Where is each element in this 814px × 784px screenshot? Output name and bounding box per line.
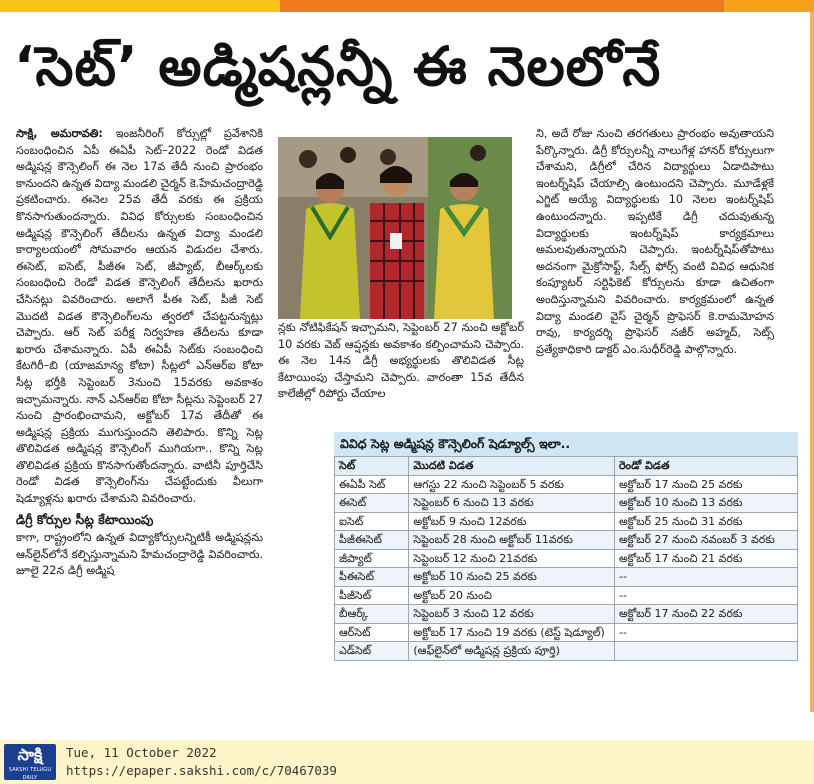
schedule-cell <box>614 642 797 661</box>
article-column-3 <box>536 126 774 416</box>
sakshi-logo-subtitle: SAKSHI TELUGU DAILY <box>8 767 52 781</box>
schedule-title: వివిధ సెట్ల అడ్మిషన్ల కౌన్సెలింగ్ షెడ్యూల్స్ ఇలా.. <box>334 432 798 456</box>
sakshi-logo-wordmark: సాక్షి <box>17 745 43 764</box>
students-photo-illustration <box>278 137 512 319</box>
schedule-cell: అక్టోబర్ 17 నుంచి 25 వరకు <box>614 475 797 494</box>
schedule-cell: అక్టోబర్ 10 నుంచి 25 వరకు <box>409 568 615 587</box>
article-paragraph-4: ని, అదే రోజు నుంచి తరగతులు ప్రారంభం అవుతాయని పేర్కొన్నారు. డిగ్రీ కోర్సులన్నీ నాలుగేళ్ల హానర్ కోర్సులుగా చేశామని, డిగ్రీలో చేరిన విద్యార్థులు ఏడాదిపాటు ఇంటర్న్‌షిప్ చేయాల్సి ఉంటుందని చెప్పారు. మూడేళ్లకే ఎగ్జిట్ అయ్యే విద్యార్థులకు 10 నెలల ఇంటర్న్‌షిప్ ఉంటుందన్నారు. ఇప్పటికే డిగ్రీ చదువుతున్న విద్యార్థులకు ఇంటర్న్‌షిప్ కార్యక్రమాలు అమలవుతున్నాయని చెప్పారు. ఇంటర్న్‌షిప్‌తోపాటు అదనంగా మైక్రోసాఫ్ట్, సేల్స్ ఫోర్స్ వంటి వివిధ ఆధునిక కంప్యూటర్ సర్టిఫికెట్ కోర్సులను కూడా ఉచితంగా అందిస్తున్నామని వివరించారు. కార్యక్రమంలో ఉన్నత విద్యా మండలి వైస్ చైర్మన్ ప్రొఫెసర్ కె.రామమోహన రావు, కార్యదర్శి ప్రొఫెసర్ నజీర్ అహ్మద్, సెట్స్ ప్రత్యేకాధికారి డాక్టర్ ఎం.సుధీర్‌రెడ్డి పాల్గొన్నారు. <box>536 127 774 356</box>
article-paragraph-3: న్లకు నోటిఫికేషన్ ఇచ్చామని, సెప్టెంబర్ 27 నుంచి అక్టోబర్ 10 వరకు వెబ్ ఆప్షన్లకు అవకాశం కల్పించామని చెప్పారు. ఈ నెల 14న డిగ్రీ అభ్యర్థులకు తొలివిడత సీట్ల కేటాయింపు చేస్తామని చెప్పారు. వారంతా 15వ తేదీన కాలేజీల్లో రిపోర్టు చేయాల <box>278 321 524 401</box>
schedule-row <box>335 605 798 624</box>
schedule-cell: పీజీసెట్ <box>335 586 409 605</box>
schedule-cell: అక్టోబర్ 17 నుంచి 21 వరకు <box>614 549 797 568</box>
headline: ‘సెట్’ అడ్మిషన్లన్నీ ఈ నెలలోనే <box>14 35 662 98</box>
schedule-cell: అక్టోబర్ 9 నుంచి 12వరకు <box>409 512 615 531</box>
schedule-cell: ఈఏపీ సెట్ <box>335 475 409 494</box>
schedule-cell: పీజీఈసెట్ <box>335 531 409 550</box>
article-column-1 <box>16 126 263 726</box>
schedule-header-cell: సెట్ <box>335 457 409 476</box>
schedule-cell: -- <box>614 623 797 642</box>
schedule-cell: సెప్టెంబర్ 3 నుంచి 12 వరకు <box>409 605 615 624</box>
schedule-row <box>335 531 798 550</box>
schedule-row <box>335 549 798 568</box>
schedule-row <box>335 642 798 661</box>
schedule-cell: సెప్టెంబర్ 6 నుంచి 13 వరకు <box>409 494 615 513</box>
article-subhead: డిగ్రీ కోర్సుల సీట్ల కేటాయింపు <box>16 511 154 527</box>
schedule-cell: జీప్యాట్ <box>335 549 409 568</box>
schedule-cell: (ఆఫ్‌లైన్‌లో అడ్మిషన్ల ప్రక్రియ పూర్తి) <box>409 642 615 661</box>
schedule-cell: అక్టోబర్ 27 నుంచి నవంబర్ 3 వరకు <box>614 531 797 550</box>
schedule-cell: ఆగస్టు 22 నుంచి సెప్టెంబర్ 5 వరకు <box>409 475 615 494</box>
sakshi-logo[interactable] <box>4 744 56 780</box>
schedule-row <box>335 512 798 531</box>
schedule-cell: అక్టోబర్ 25 నుంచి 31 వరకు <box>614 512 797 531</box>
schedule-table <box>334 456 798 661</box>
schedule-row <box>335 586 798 605</box>
dateline: సాక్షి, అమరావతి: <box>16 127 103 140</box>
schedule-header-row <box>335 457 798 476</box>
schedule-cell: -- <box>614 586 797 605</box>
article-paragraph-2: కాగా, రాష్ట్రంలోని ఉన్నత విద్యాకోర్సులన్నిటికీ అడ్మిషన్లను ఆన్‌లైన్‌లోనే కల్పిస్తున్నామని హేమచంద్రారెడ్డి వివరించారు. జూలై 22న డిగ్రీ అడ్మిష <box>16 531 263 578</box>
article-column-2 <box>278 320 524 418</box>
footer-url-link[interactable]: https://epaper.sakshi.com/c/70467039 <box>66 763 337 778</box>
schedule-cell: అక్టోబర్ 17 నుంచి 19 వరకు (టెస్ట్ షెడ్యూల్) <box>409 623 615 642</box>
schedule-cell: పీఈసెట్ <box>335 568 409 587</box>
top-bar-amber-segment <box>724 0 814 12</box>
schedule-cell: బీఆర్క్ <box>335 605 409 624</box>
schedule-header-cell: రెండో విడత <box>614 457 797 476</box>
schedule-cell: ఐసెట్ <box>335 512 409 531</box>
schedule-row <box>335 623 798 642</box>
footer-date: Tue, 11 October 2022 <box>66 745 217 760</box>
schedule-header-cell: మొదటి విడత <box>409 457 615 476</box>
schedule-cell: ఎడ్‌సెట్ <box>335 642 409 661</box>
schedule-cell: -- <box>614 568 797 587</box>
students-photo <box>278 137 512 319</box>
article-paragraph-1 <box>16 126 263 508</box>
schedule-row <box>335 475 798 494</box>
top-color-bar <box>0 0 814 12</box>
schedule-cell: అక్టోబర్ 20 నుంచి <box>409 586 615 605</box>
schedule-row <box>335 494 798 513</box>
schedule-cell: అక్టోబర్ 10 నుంచి 13 వరకు <box>614 494 797 513</box>
schedule-row <box>335 568 798 587</box>
schedule-cell: సెప్టెంబర్ 12 నుంచి 21వరకు <box>409 549 615 568</box>
article-body-1: ఇంజనీరింగ్ కోర్సుల్లో ప్రవేశానికి సంబంధించిన ఏపీ ఈఏపీ సెట్–2022 రెండో విడత అడ్మిషన్ల కౌన్సెలింగ్ ఈ నెల 17వ తేదీ నుంచి ప్రారంభం కానుందని ఉన్నత విద్యా మండలి చైర్మన్ కె.హేమచంద్రారెడ్డి ప్రకటించారు. ఈనెల 25వ తేదీ వరకు ఈ ప్రక్రియ కొనసాగుతుందన్నారు. వివిధ కోర్సులకు సంబంధించిన అడ్మిషన్ల కౌన్సెలింగ్ తేదీలను ఉన్నత విద్యా మండలి కార్యాలయంలో సోమవారం ఆయన విడుదల చేశారు. ఈసెట్, ఐసెట్, పీజీఈ సెట్, జీప్యాట్, బీఆర్క్‌లకు సంబంధించి రెండో విడత కౌన్సెలింగ్ తేదీలను ఖరారు చేసినట్లు వివరించారు. అలాగే పీఈ సెట్, పీజీ సెట్ మొదటి విడత కౌన్సెలింగ్‌లను త్వరలో చేపట్టనున్నట్లు చెప్పారు. ఆర్ సెట్ పరీక్ష నిర్వహణ తేదీలను కూడా ఖరారు చేశామన్నారు. ఏపీ ఈఏపీ సెట్‌కు సంబంధించి కేటగిరీ–బి (యాజమాన్య కోటా) సీట్లలో ఎన్ఆర్ఐ కోటా సీట్ల భర్తీకి సెప్టెంబర్ 3నుంచి 15వరకు అవకాశం ఇచ్చామన్నారు. నాన్ ఎన్ఆర్ఐ కోటా సీట్లను సెప్టెంబర్ 27 నుంచి ప్రారంభించామని, అక్టోబర్ 17వ తేదీతో ఈ అడ్మిషన్ల ప్రక్రియ ముగుస్తుందని తెలిపారు. కొన్ని సెట్ల తొలివిడత అడ్మిషన్ల కౌన్సెలింగ్ ముగియగా.. కొన్ని సెట్ల తొలివిడత ప్రక్రియ కొనసాగుతోందన్నారు. వాటినీ పూర్తిచేసి రెండో విడత కౌన్సెలింగ్‌ను చేపట్టేందుకు వీలుగా షెడ్యూళ్లను ఖరారు చేశామని వివరించారు. <box>16 127 263 506</box>
schedule-cell: ఆర్‌సెట్ <box>335 623 409 642</box>
right-edge-strip <box>810 12 814 712</box>
top-bar-yellow-segment <box>0 0 280 12</box>
top-bar-orange-segment <box>280 0 724 12</box>
schedule-box <box>334 432 798 720</box>
schedule-cell: ఈసెట్ <box>335 494 409 513</box>
schedule-cell: అక్టోబర్ 17 నుంచి 22 వరకు <box>614 605 797 624</box>
schedule-cell: సెప్టెంబర్ 28 నుంచి అక్టోబర్ 11వరకు <box>409 531 615 550</box>
